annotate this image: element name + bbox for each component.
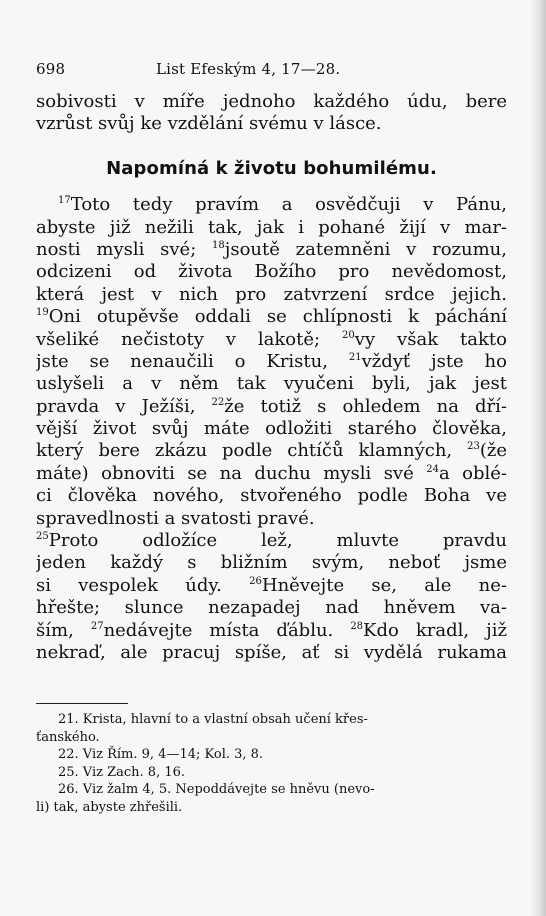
footnotes — [36, 711, 506, 817]
verse-number: 22 — [211, 396, 225, 408]
text-line: pravda v Ježíši, $^{22}$že totiž s ohledem na dří- — [36, 395, 507, 417]
verse-number: 19 — [36, 307, 49, 319]
text-line: $^{25}$Proto odložíce lež, mluvte pravdu — [36, 530, 507, 552]
text-line: která jest v nich pro zatvrzení srdce jejich. — [36, 283, 507, 305]
section-heading: Napomíná k životu bohumilému. — [106, 157, 437, 179]
verse-number: 18 — [212, 239, 225, 251]
page-edge-shadow — [530, 0, 546, 916]
text-line: spravedlnosti a svatosti pravé. — [36, 507, 315, 529]
verse-number: 23 — [467, 441, 480, 453]
text-line: uslyšeli a v něm tak vyučeni byli, jak jest — [36, 373, 507, 395]
running-title: List Efeským 4, 17—28. — [156, 60, 341, 78]
verse-number: 27 — [90, 620, 104, 632]
text-line: všeliké nečistoty v lakotě; $^{20}$vy však takto — [36, 328, 507, 350]
text-line: který bere zkázu podle chtíčů klamných, $^{23}$(že — [36, 440, 507, 462]
verse-number: 20 — [342, 329, 355, 341]
text-line: jste se nenaučili o Kristu, $^{21}$vždyť jste ho — [36, 350, 507, 372]
text-body — [36, 91, 507, 664]
verse-number: 17 — [58, 195, 71, 207]
text-line: odcizeni od života Božího pro nevědomost, — [36, 261, 507, 283]
text-line: abyste již nežili tak, jak i pohané žijí v mar- — [36, 216, 507, 238]
page-number: 698 — [36, 60, 66, 78]
footnote: 26. Viz žalm 4, 5. Nepoddávejte se hněvu (nevo- — [58, 782, 375, 798]
footnote-continuation: li) tak, abyste zhřešili. — [36, 799, 183, 815]
footnote: 22. Viz Řím. 9, 4—14; Kol. 3, 8. — [58, 747, 264, 763]
text-line: nekraď, ale pracuj spíše, ať si vydělá rukama — [36, 641, 507, 663]
text-line: $^{17}$Toto tedy pravím a osvědčuji v Pánu, — [58, 194, 507, 216]
footnote: 21. Krista, hlavní to a vlastní obsah učení křes- — [58, 712, 368, 727]
text-line: hřešte; slunce nezapadej nad hněvem va- — [36, 597, 507, 619]
text-line: ci člověka nového, stvořeného podle Boha ve — [36, 485, 507, 507]
footnote-continuation: ťanského. — [36, 729, 100, 745]
verse-number: 25 — [36, 531, 49, 543]
footnote: 25. Viz Zach. 8, 16. — [58, 764, 186, 780]
text-line: $^{19}$Oni otupěvše oddali se chlípnosti k páchání — [36, 306, 507, 328]
text-line: máte) obnoviti se na duchu mysli své $^{24}$a oblé- — [36, 462, 507, 484]
verse-number: 26 — [249, 575, 262, 587]
text-line: ším, $^{27}$nedávejte místa ďáblu. $^{28}$Kdo kradl, již — [36, 619, 507, 641]
footnote-rule — [36, 703, 128, 704]
text-line: vzrůst svůj ke vzdělání svému v lásce. — [36, 113, 382, 135]
verse-number: 28 — [350, 620, 364, 632]
text-line: si vespolek údy. $^{26}$Hněvejte se, ale ne- — [36, 574, 507, 596]
text-line: vější život svůj máte odložiti starého člověka, — [36, 418, 507, 440]
text-line: jeden každý s bližním svým, neboť jsme — [36, 552, 507, 574]
verse-number: 21 — [348, 351, 362, 363]
text-line: sobivosti v míře jednoho každého údu, bere — [36, 91, 507, 112]
verse-number: 24 — [426, 463, 439, 475]
text-line: nosti mysli své; $^{18}$jsoutě zatemněni v rozumu, — [36, 238, 507, 260]
